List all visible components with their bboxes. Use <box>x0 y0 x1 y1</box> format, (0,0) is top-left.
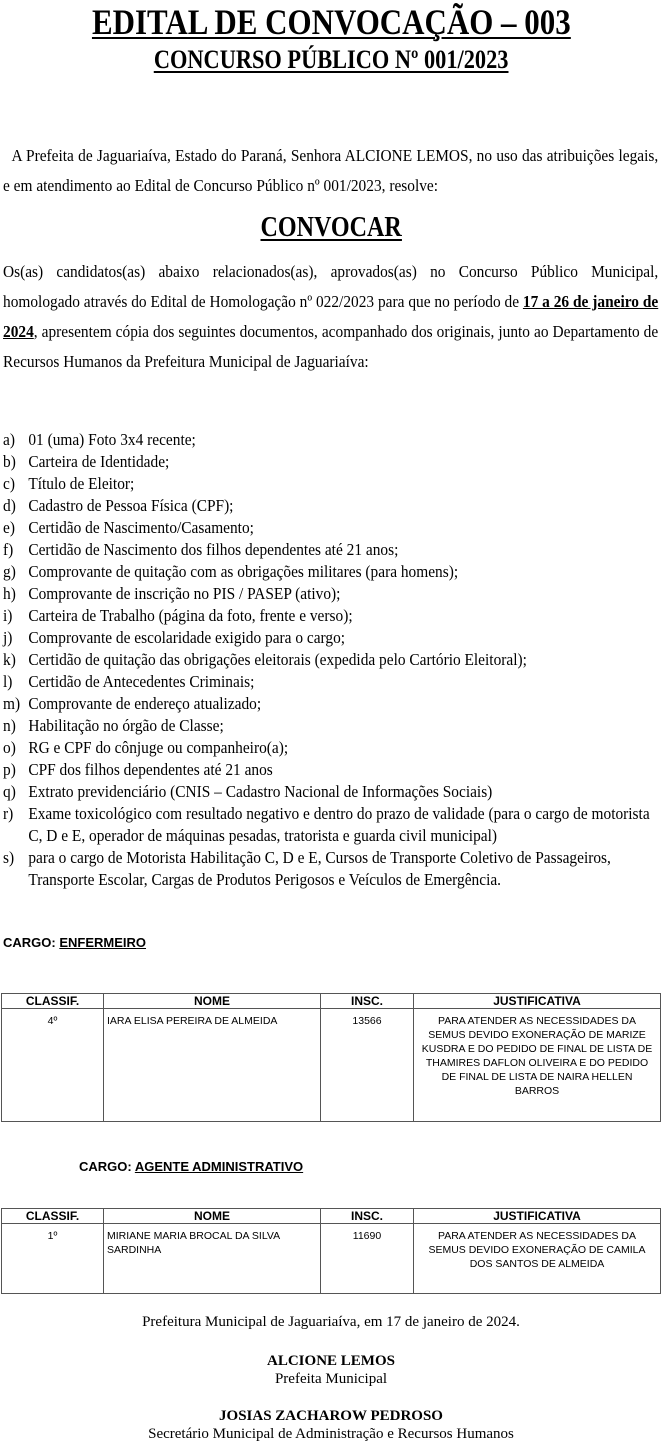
table-header-row <box>2 994 661 1009</box>
cargo-heading-agente-administrativo <box>79 1159 303 1174</box>
list-item <box>3 649 662 671</box>
list-item-letter: k) <box>3 650 16 669</box>
list-item-text: Habilitação no órgão de Classe; <box>28 716 224 735</box>
list-item <box>3 473 662 495</box>
list-item <box>3 781 662 803</box>
list-item-letter: l) <box>3 672 13 691</box>
cargo-name: ENFERMEIRO <box>59 935 147 950</box>
list-item <box>3 539 662 561</box>
list-item-letter: q) <box>3 782 16 801</box>
list-item <box>3 451 662 473</box>
table-header-row <box>2 1209 661 1224</box>
list-item-letter: g) <box>3 562 16 581</box>
cell-classif: 1º <box>2 1224 104 1294</box>
list-item-text: Comprovante de endereço atualizado; <box>28 694 262 713</box>
list-item <box>3 627 662 649</box>
list-item-letter: d) <box>3 496 16 515</box>
list-item-letter: s) <box>3 848 15 867</box>
list-item-text: Comprovante de inscrição no PIS / PASEP (ativo); <box>28 584 341 603</box>
list-item-text: Cadastro de Pessoa Física (CPF); <box>28 496 234 515</box>
list-item-letter: m) <box>3 694 21 713</box>
list-item-text: Comprovante de quitação com as obrigações militares (para homens); <box>28 562 459 581</box>
documents-list <box>3 429 662 891</box>
list-item-letter: n) <box>3 716 16 735</box>
signatory-name: ALCIONE LEMOS <box>267 1353 395 1369</box>
document-subtitle <box>0 44 662 76</box>
cell-nome: IARA ELISA PEREIRA DE ALMEIDA <box>104 1009 321 1122</box>
list-item <box>3 605 662 627</box>
list-item-letter: i) <box>3 606 13 625</box>
header-classif: CLASSIF. <box>2 994 104 1009</box>
cargo-name: AGENTE ADMINISTRATIVO <box>134 1159 304 1174</box>
signatory-name: JOSIAS ZACHAROW PEDROSO <box>219 1408 443 1424</box>
signatory-role: Prefeita Municipal <box>274 1371 388 1387</box>
action-heading <box>0 210 662 246</box>
justificativa-text: PARA ATENDER AS NECESSIDADES DA SEMUS DEVIDO EXONERAÇÃO DE MARIZE KUSDRA E DO PEDIDO DE FINAL DE LISTA DE THAMIRES DAFLON OLIVEIRA E DO PEDIDO DE FINAL DE LISTA DE NAIRA HELLEN BARROS <box>421 1015 653 1097</box>
list-item-letter: e) <box>3 518 15 537</box>
cell-classif: 4º <box>2 1009 104 1122</box>
list-item-text: Extrato previdenciário (CNIS – Cadastro Nacional de Informações Sociais) <box>28 782 493 801</box>
cell-justificativa <box>414 1009 661 1122</box>
list-item-text: Certidão de Antecedentes Criminais; <box>28 672 255 691</box>
header-nome: NOME <box>104 994 321 1009</box>
cell-justificativa <box>414 1224 661 1294</box>
list-item <box>3 759 662 781</box>
list-item <box>3 561 662 583</box>
list-item <box>3 671 662 693</box>
list-item-text: Exame toxicológico com resultado negativo e dentro do prazo de validade (para o cargo de motorista C, D e E, operador de máquinas pesadas, tratorista e guarda civil municipal) <box>28 804 650 845</box>
list-item-text: Certidão de Nascimento dos filhos dependentes até 21 anos; <box>28 540 399 559</box>
list-item-text: Comprovante de escolaridade exigido para o cargo; <box>28 628 346 647</box>
header-justificativa: JUSTIFICATIVA <box>414 1209 661 1224</box>
action-heading-text: CONVOCAR <box>260 212 402 243</box>
place-date: Prefeitura Municipal de Jaguariaíva, em 17 de janeiro de 2024. <box>142 1314 520 1330</box>
cargo-label: CARGO: <box>3 935 56 950</box>
list-item-letter: a) <box>3 430 15 449</box>
cell-insc: 13566 <box>321 1009 414 1122</box>
list-item-letter: h) <box>3 584 16 603</box>
list-item-letter: f) <box>3 540 14 559</box>
header-justificativa: JUSTIFICATIVA <box>414 994 661 1009</box>
list-item <box>3 429 662 451</box>
list-item-text: para o cargo de Motorista Habilitação C, D e E, Cursos de Transporte Coletivo de Passageiros, Transporte Escolar, Cargas de Produtos Perigosos e Veículos de Emergência. <box>28 848 611 889</box>
table-row <box>2 1009 661 1122</box>
list-item-text: CPF dos filhos dependentes até 21 anos <box>28 760 273 779</box>
list-item-text: Certidão de quitação das obrigações eleitorais (expedida pelo Cartório Eleitoral); <box>28 650 527 669</box>
cell-insc: 11690 <box>321 1224 414 1294</box>
body-text-part1: Os(as) candidatos(as) abaixo relacionados(as), aprovados(as) no Concurso Público Municipal, homologado através do Edital de Homologação nº 022/2023 para que no período de <box>3 262 659 311</box>
list-item-text: Carteira de Trabalho (página da foto, frente e verso); <box>28 606 353 625</box>
signature-block-secretario <box>0 1407 662 1443</box>
document-title <box>0 2 662 42</box>
cell-nome: MIRIANE MARIA BROCAL DA SILVA SARDINHA <box>104 1224 321 1294</box>
header-insc: INSC. <box>321 994 414 1009</box>
cargo-label: CARGO: <box>79 1159 132 1174</box>
list-item <box>3 517 662 539</box>
list-item-letter: j) <box>3 628 13 647</box>
list-item-letter: b) <box>3 452 16 471</box>
list-item-letter: c) <box>3 474 15 493</box>
list-item-text: 01 (uma) Foto 3x4 recente; <box>28 430 196 449</box>
body-paragraph <box>3 257 659 377</box>
signatory-role: Secretário Municipal de Administração e Recursos Humanos <box>148 1426 514 1442</box>
body-text-part2: , apresentem cópia dos seguintes documentos, acompanhado dos originais, junto ao Departamento de Recursos Humanos da Prefeitura Municipal de Jaguariaíva: <box>3 322 659 371</box>
list-item-letter: o) <box>3 738 16 757</box>
intro-paragraph <box>3 141 659 201</box>
list-item <box>3 803 662 847</box>
list-item-text: Título de Eleitor; <box>28 474 135 493</box>
document-title-text: EDITAL DE CONVOCAÇÃO – 003 <box>91 2 571 42</box>
list-item-text: RG e CPF do cônjuge ou companheiro(a); <box>28 738 289 757</box>
list-item <box>3 583 662 605</box>
header-classif: CLASSIF. <box>2 1209 104 1224</box>
table-row <box>2 1224 661 1294</box>
list-item-text: Certidão de Nascimento/Casamento; <box>28 518 254 537</box>
candidates-table-agente-administrativo <box>1 1208 661 1294</box>
signature-block-prefeita <box>0 1352 662 1388</box>
list-item <box>3 715 662 737</box>
header-nome: NOME <box>104 1209 321 1224</box>
list-item-letter: p) <box>3 760 16 779</box>
candidates-table-enfermeiro <box>1 993 661 1122</box>
list-item <box>3 495 662 517</box>
justificativa-text: PARA ATENDER AS NECESSIDADES DA SEMUS DEVIDO EXONERAÇÃO DE CAMILA DOS SANTOS DE ALMEIDA <box>428 1230 646 1270</box>
list-item <box>3 847 662 891</box>
period-highlight: 17 a 26 de janeiro de 2024 <box>3 292 659 341</box>
list-item <box>3 693 662 715</box>
header-insc: INSC. <box>321 1209 414 1224</box>
list-item-letter: r) <box>3 804 14 823</box>
list-item-text: Carteira de Identidade; <box>28 452 170 471</box>
list-item <box>3 737 662 759</box>
cargo-heading-enfermeiro <box>3 935 146 950</box>
intro-text: A Prefeita de Jaguariaíva, Estado do Paraná, Senhora ALCIONE LEMOS, no uso das atribuições legais, e em atendimento ao Edital de Concurso Público nº 001/2023, resolve: <box>3 146 659 195</box>
document-subtitle-text: CONCURSO PÚBLICO Nº 001/2023 <box>153 45 509 74</box>
